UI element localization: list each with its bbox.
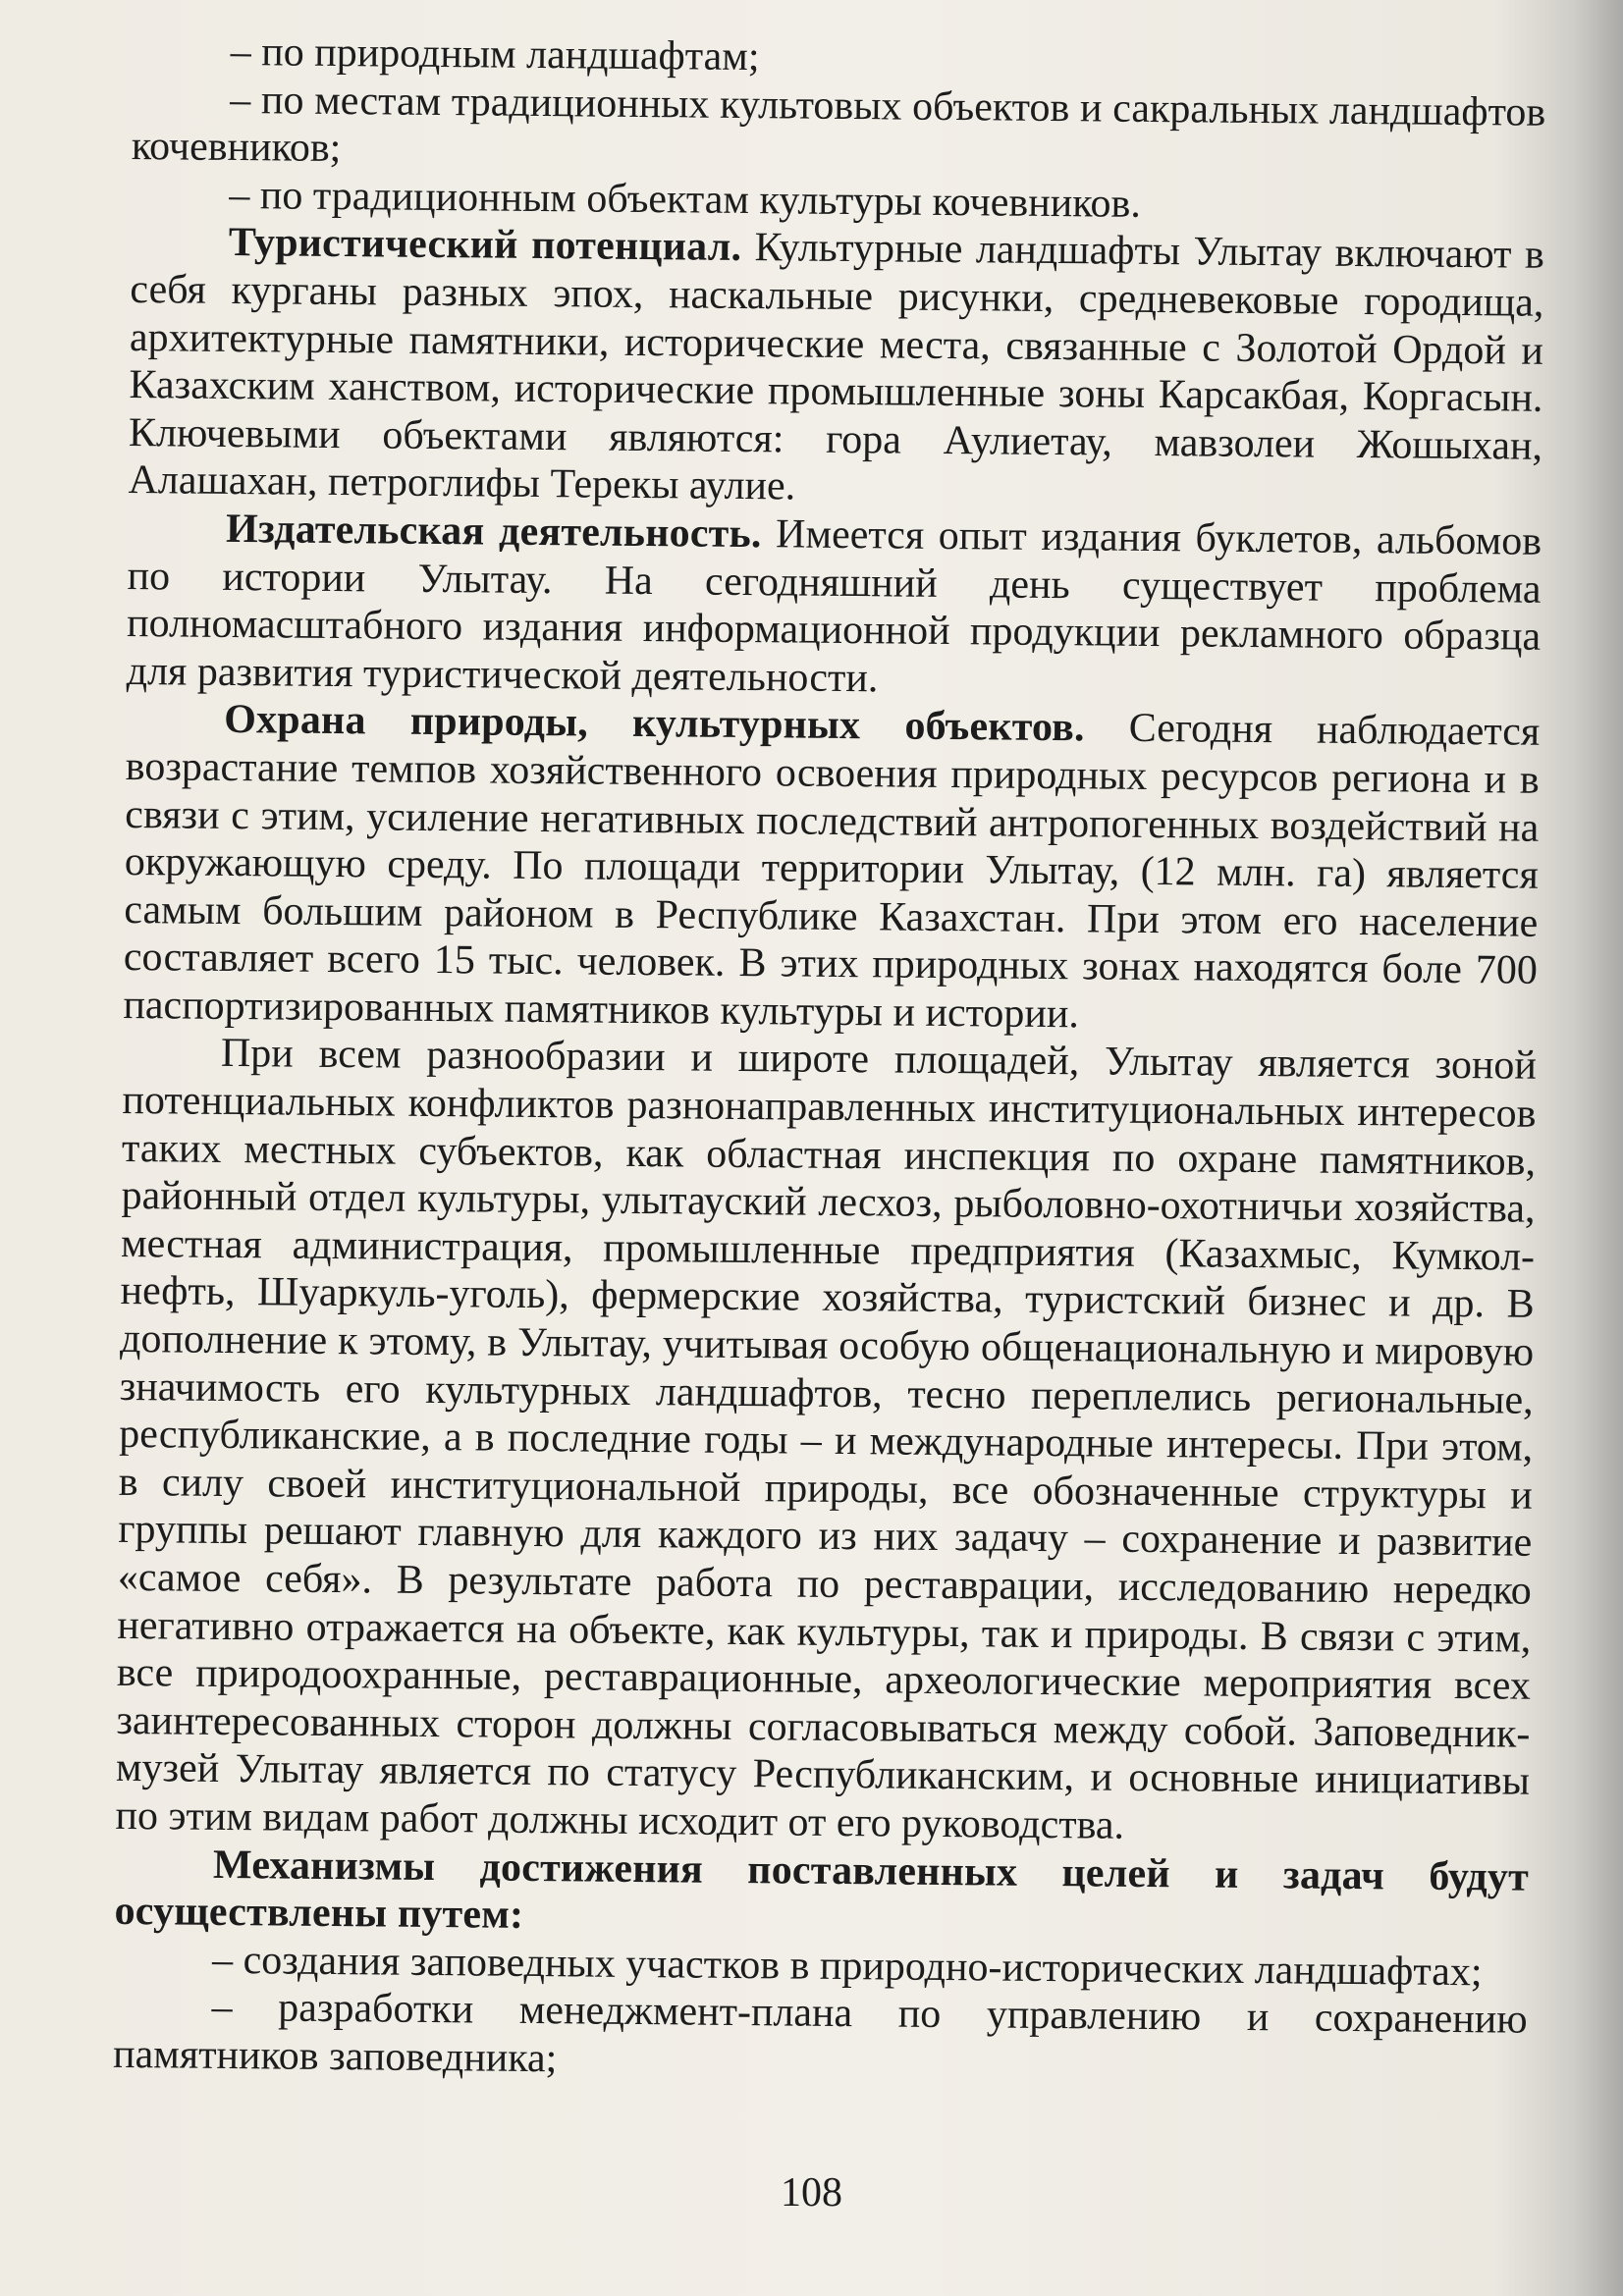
page-number: 108 — [781, 2170, 842, 2216]
section-heading: Охрана природы, культурных объектов. — [224, 697, 1085, 751]
section-body: Сегодня наблюдается возрастание темпов хозяйственного освоения природных ресурсов региона и в связи с этим, усиление негативных последствий антропогенных воздействий на окружающую среду. По площади территории Улытау, (12 млн. га) является самым большим районом в Республике Казахстан. При этом его население составляет всего 15 тыс. человек. В этих природных зонах находятся боле 700 паспортизированных памятников культуры и истории. — [123, 705, 1541, 1038]
section-heading: Издательская деятельность. — [225, 506, 762, 558]
section-heading: Механизмы достижения поставленных целей и задач будут осуществлены путем: — [114, 1842, 1530, 1939]
section-body: Имеется опыт издания буклетов, альбомов по истории Улытау. На сегодняшний день существует проблема полномасштабного издания информационной продукции рекламного образца для развития туристической деятельности. — [126, 511, 1542, 702]
paragraph-main: При всем разнообразии и широте площадей, Улытау является зоной потенциальных конфликтов разнонаправленных институциональных интересов таких местных субъектов, как областная инспекция по охране памятников, районный отдел культуры, улытауский лесхоз, рыболовно-охотничьи хозяйства, местная администрация, промышленные предприятия (Казахмыс, Кумкол-нефть, Шуаркуль-уголь), фермерские хозяйства, туристский бизнес и др. В дополнение к этому, в Улытау, учитывая особую общенациональную и мировую значимость его культурных ландшафтов, тесно переплелись региональные, республиканские, а в последние годы – и международные интересы. При этом, в силу своей институциональной природы, все обозначенные структуры и группы решают главную для каждого из них задачу – сохранение и развитие «самое себя». В результате работа по реставрации, исследованию нередко негативно отражается на объекте, как культуры, так и природы. В связи с этим, все природоохранные, реставрационные, археологические мероприятия всех заинтересованных сторон должны согласовываться между собой. Заповедник-музей Улытау является по статусу Республиканским, и основные инициативы по этим видам работ должны исходит от его руководства. — [115, 1031, 1538, 1848]
list-item: – по местам традиционных культовых объектов и сакральных ландшафтов кочевников; — [131, 77, 1546, 172]
paragraph-mechanisms — [114, 1840, 1529, 1949]
list-item: – по природным ландшафтам; — [230, 28, 760, 80]
list-item: – разработки менеджмент-плана по управлению и сохранению памятников заповедника; — [112, 1985, 1528, 2082]
section-body: Культурные ландшафты Улытау включают в себя курганы разных эпох, наскальные рисунки, средневековые городища, архитектурные памятники, исторические места, связанные с Золотой Ордой и Казахским ханством, исторические промышленные зоны Карсакбая, Коргасын. Ключевыми объектами являются: гора Аулиетау, мавзолеи Жошыхан, Алашахан, петроглифы Терекы аулие. — [128, 225, 1545, 509]
page-text — [113, 27, 1546, 2092]
section-heading: Туристический потенциал. — [228, 220, 742, 271]
list-item: – по традиционным объектам культуры кочевников. — [229, 172, 1142, 227]
paragraph-tourism — [128, 218, 1544, 517]
list-item: – создания заповедных участков в природно-исторических ландшафтах; — [211, 1937, 1483, 1996]
paragraph-protection — [123, 695, 1540, 1042]
paragraph-publishing — [126, 505, 1542, 709]
